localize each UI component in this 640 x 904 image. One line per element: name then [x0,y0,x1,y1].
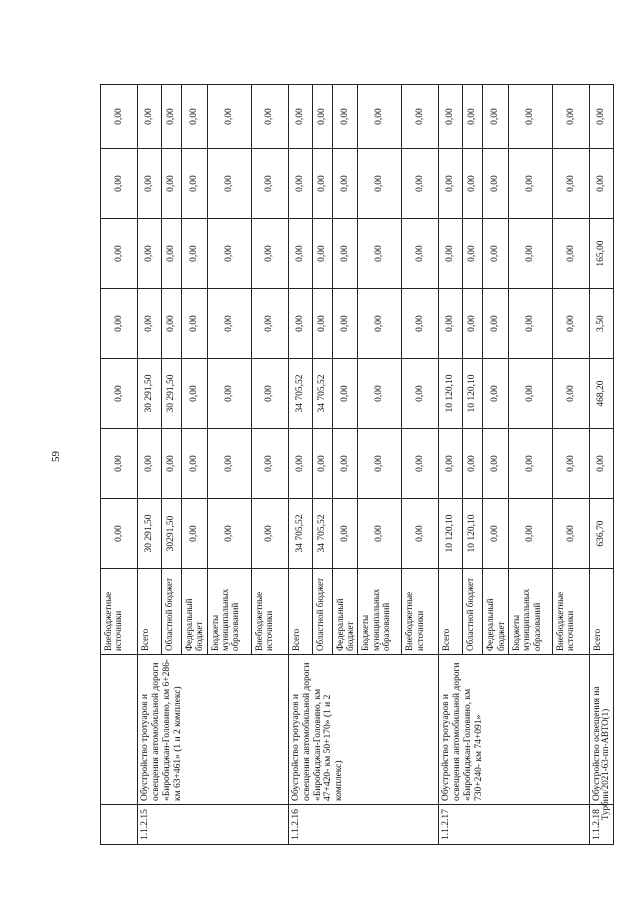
value-cell: 34 705,52 [312,499,332,569]
value-cell: 0,00 [553,429,590,499]
value-cell: 0,00 [553,499,590,569]
value-cell: 0,00 [553,149,590,219]
value-cell: 0,00 [101,289,138,359]
value-cell: 0,00 [138,149,162,219]
value-cell: 0,00 [182,149,208,219]
value-cell: 0,00 [288,149,312,219]
value-cell: 0,00 [358,149,402,219]
value-cell: 0,00 [509,289,553,359]
value-cell: 0,00 [509,149,553,219]
empty-title-cell [101,655,138,805]
value-cell: 0,00 [182,289,208,359]
item-title-cell: Обустройство тротуаров и освещения автомобильной дороги «Биробиджан-Головино, км 6+286- км 63+461» (1 и 2 комплекс) [138,655,289,805]
value-cell: 0,00 [207,289,251,359]
value-cell: 10 120,10 [463,499,483,569]
value-cell: 0,00 [251,219,288,289]
value-cell: 0,00 [332,149,358,219]
value-cell: 0,00 [483,289,509,359]
value-cell: 0,00 [402,429,439,499]
value-cell: 0,00 [358,219,402,289]
value-cell: 0,00 [207,85,251,149]
value-cell: 0,00 [251,289,288,359]
value-cell: 0,00 [402,499,439,569]
item-title-cell: Обустройство тротуаров и освещения автомобильной дороги «Биробиджан-Головино, км 47+420- км 50+170» (1 и 2 комплекс) [288,655,439,805]
value-cell: 0,00 [509,85,553,149]
value-cell: 468,20 [590,359,614,429]
value-cell: 0,00 [182,429,208,499]
item-code-cell: 1.1.2.17 [439,805,590,845]
value-cell: 0,00 [358,289,402,359]
value-cell: 0,00 [138,289,162,359]
value-cell: 0,00 [590,149,614,219]
value-cell: 0,00 [553,359,590,429]
table-row [138,85,162,845]
value-cell: 0,00 [207,499,251,569]
value-cell: 0,00 [162,289,182,359]
value-cell: 0,00 [509,359,553,429]
table-row [288,85,312,845]
page-number: 59 [50,451,62,462]
funding-source-cell: Всего [138,569,162,655]
value-cell: 0,00 [251,149,288,219]
value-cell: 0,00 [358,499,402,569]
value-cell: 0,00 [439,149,463,219]
value-cell: 0,00 [101,219,138,289]
value-cell: 0,00 [182,85,208,149]
value-cell: 0,00 [162,219,182,289]
value-cell: 0,00 [251,429,288,499]
value-cell: 0,00 [358,85,402,149]
funding-source-cell: Всего [439,569,463,655]
value-cell: 0,00 [312,289,332,359]
value-cell: 0,00 [463,149,483,219]
funding-source-cell: Областной бюджет [312,569,332,655]
funding-source-cell: Всего [288,569,312,655]
value-cell: 10 120,10 [439,359,463,429]
value-cell: 0,00 [312,85,332,149]
value-cell: 30291,50 [162,499,182,569]
value-cell: 0,00 [182,359,208,429]
value-cell: 0,00 [312,149,332,219]
value-cell: 0,00 [483,359,509,429]
value-cell: 0,00 [509,429,553,499]
funding-source-cell: Областной бюджет [463,569,483,655]
value-cell: 0,00 [207,219,251,289]
value-cell: 34 705,52 [312,359,332,429]
value-cell: 0,00 [101,499,138,569]
value-cell: 0,00 [138,429,162,499]
value-cell: 0,00 [590,429,614,499]
value-cell: 0,00 [312,429,332,499]
value-cell: 0,00 [463,429,483,499]
value-cell: 0,00 [207,149,251,219]
value-cell: 0,00 [182,499,208,569]
value-cell: 0,00 [288,219,312,289]
item-title-cell: Обустройство тротуаров и освещения автомобильной дороги «Биробиджан-Головино, км 730+240- км 74+091» [439,655,590,805]
value-cell: 0,00 [138,219,162,289]
value-cell: 0,00 [483,85,509,149]
value-cell: 3,50 [590,289,614,359]
value-cell: 0,00 [162,429,182,499]
value-cell: 30 291,50 [162,359,182,429]
value-cell: 0,00 [207,429,251,499]
value-cell: 0,00 [288,85,312,149]
value-cell: 0,00 [101,149,138,219]
value-cell: 0,00 [288,429,312,499]
value-cell: 0,00 [553,85,590,149]
value-cell: 0,00 [251,359,288,429]
value-cell: 30 291,50 [138,359,162,429]
funding-source-cell: Федеральный бюджет [182,569,208,655]
value-cell: 0,00 [483,149,509,219]
value-cell: 0,00 [332,289,358,359]
table-body [101,85,614,845]
value-cell: 0,00 [402,289,439,359]
value-cell: 0,00 [288,289,312,359]
value-cell: 0,00 [358,359,402,429]
value-cell: 0,00 [332,429,358,499]
value-cell: 0,00 [483,429,509,499]
value-cell: 0,00 [463,85,483,149]
value-cell: 0,00 [332,219,358,289]
value-cell: 0,00 [439,219,463,289]
value-cell: 0,00 [553,289,590,359]
value-cell: 0,00 [251,499,288,569]
funding-source-cell: Всего [590,569,614,655]
value-cell: 0,00 [251,85,288,149]
empty-code-cell [101,805,138,845]
value-cell: 0,00 [439,85,463,149]
item-title-cell: Обустройство освещения на [590,655,614,805]
value-cell: 0,00 [509,219,553,289]
value-cell: 0,00 [439,429,463,499]
value-cell: 0,00 [138,85,162,149]
value-cell: 0,00 [312,219,332,289]
value-cell: 0,00 [402,149,439,219]
value-cell: 0,00 [101,429,138,499]
value-cell: 0,00 [332,359,358,429]
funding-source-cell: Бюджеты муниципальных образований [509,569,553,655]
table-row [439,85,463,845]
value-cell: 0,00 [402,219,439,289]
value-cell: 0,00 [553,219,590,289]
value-cell: 0,00 [483,499,509,569]
funding-source-cell: Бюджеты муниципальных образований [207,569,251,655]
funding-source-cell: Федеральный бюджет [332,569,358,655]
value-cell: 0,00 [101,359,138,429]
value-cell: 10 120,10 [439,499,463,569]
value-cell: 10 120,10 [463,359,483,429]
value-cell: 0,00 [162,85,182,149]
item-code-cell: 1.1.2.16 [288,805,439,845]
funding-source-cell: Внебюджетные источники [553,569,590,655]
value-cell: 0,00 [402,359,439,429]
funding-source-cell: Федеральный бюджет [483,569,509,655]
value-cell: 0,00 [509,499,553,569]
value-cell: 165,00 [590,219,614,289]
funding-source-cell: Внебюджетные источники [402,569,439,655]
table-row [101,85,138,845]
value-cell: 0,00 [402,85,439,149]
value-cell: 0,00 [101,85,138,149]
value-cell: 0,00 [332,85,358,149]
value-cell: 0,00 [463,219,483,289]
value-cell: 0,00 [463,289,483,359]
item-code-cell: 1.1.2.15 [138,805,289,845]
value-cell: 0,00 [162,149,182,219]
value-cell: 0,00 [358,429,402,499]
value-cell: 0,00 [182,219,208,289]
value-cell: 0,00 [439,289,463,359]
value-cell: 0,00 [590,85,614,149]
value-cell: 636,70 [590,499,614,569]
value-cell: 0,00 [207,359,251,429]
value-cell: 0,00 [332,499,358,569]
document-code: Турбин/2021-63-пп-АВТО(1) [600,708,610,820]
item-code-cell: 1.1.2.18 [590,805,614,845]
funding-source-cell: Бюджеты муниципальных образований [358,569,402,655]
funding-source-cell: Внебюджетные источники [251,569,288,655]
value-cell: 34 705,52 [288,359,312,429]
value-cell: 34 705,52 [288,499,312,569]
funding-source-cell: Областной бюджет [162,569,182,655]
table-row [590,85,614,845]
value-cell: 0,00 [483,219,509,289]
value-cell: 30 291,50 [138,499,162,569]
budget-table [100,84,614,845]
funding-source-cell: Внебюджетные источники [101,569,138,655]
